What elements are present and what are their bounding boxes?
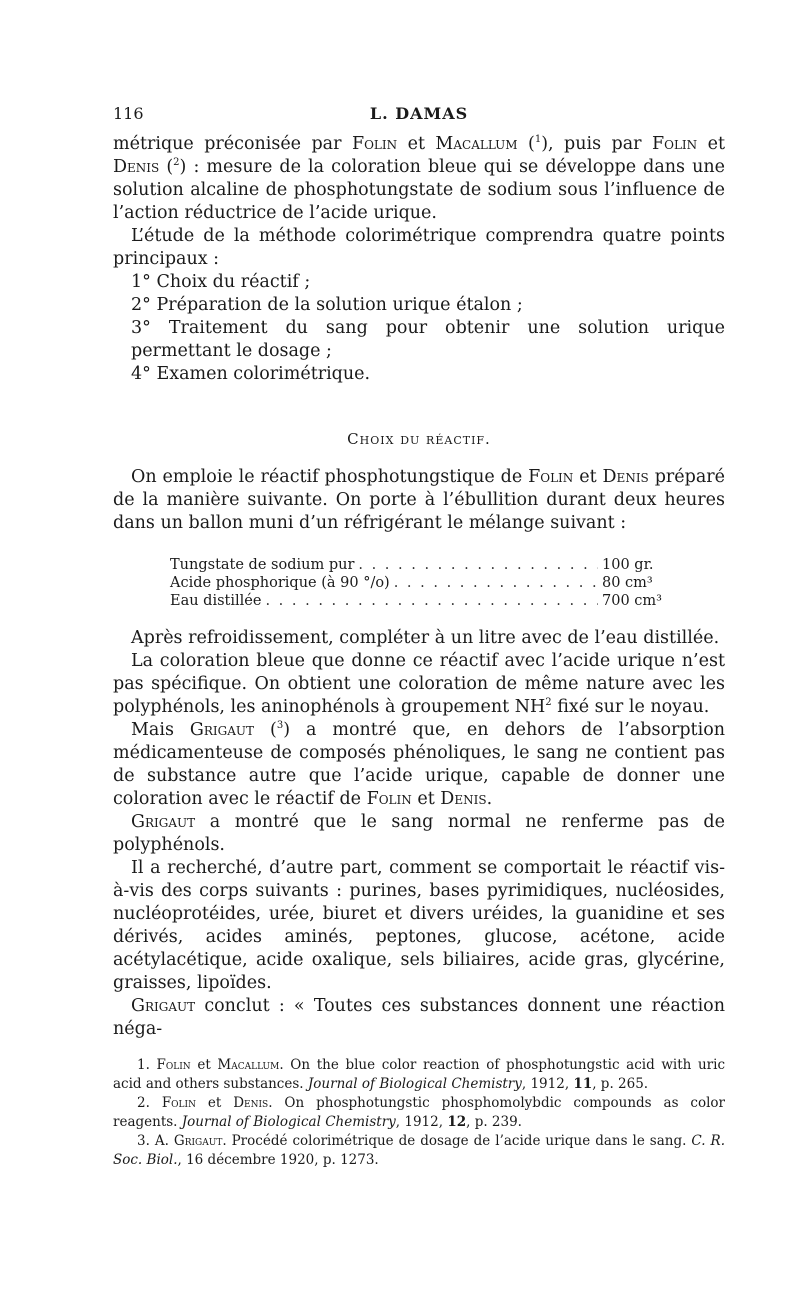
recipe-ingredient: Acide phosphorique (à 90 °/o) [170, 575, 390, 591]
footnote-2 [113, 1094, 725, 1132]
footnote-ref-1: 1 [534, 134, 542, 146]
author-denis: Denis [113, 157, 160, 177]
footnote-title: Procédé colorimétrique de dosage de l’acide urique dans le sang. [226, 1133, 692, 1149]
footnote-author: Denis. [233, 1095, 273, 1111]
p1-text-a: métrique préconisée par [113, 134, 352, 154]
running-head: L. DAMAS [369, 104, 469, 123]
paragraph-1 [113, 133, 725, 225]
p7-text-a: a montré que le sang normal ne renferme pas de polyphénols. [113, 812, 725, 855]
superscript-2: 2 [545, 697, 552, 709]
recipe-row [170, 556, 670, 574]
recipe-ingredient: Tungstate de sodium pur [170, 557, 355, 573]
paragraph-9 [113, 995, 725, 1041]
p1-text-d: ), puis par [541, 134, 652, 154]
footnote-author: Folin [161, 1095, 196, 1111]
paragraph-7 [113, 811, 725, 857]
list-item-2: 2° Préparation de la solution urique étalon ; [131, 295, 523, 315]
list-item-3: 3° Traitement du sang pour obtenir une solution urique permettant le dosage ; [131, 318, 725, 361]
main-text-upper [113, 133, 725, 386]
recipe-table [170, 556, 670, 610]
footnote-pages: , p. 265. [592, 1076, 649, 1092]
p5-text-b: fixé sur le noyau. [551, 697, 710, 717]
p1-text-f: ( [159, 157, 174, 177]
footnote-author: Macallum. [217, 1057, 284, 1073]
leader-dots [358, 556, 598, 574]
author-denis: Denis [440, 789, 487, 809]
footnote-volume: 12 [447, 1114, 467, 1130]
paragraph-8: Il a recherché, d’autre part, comment se comportait le réactif vis-à-vis des corps suivants : purines, bases pyrimidiques, nucléosides, nucléoprotéides, urée, biuret et divers uréides, la guanidine et ses dérivés, acides aminés, peptones, glucose, acétone, acide acétylacétique, acide oxalique, sels biliaires, acide gras, glycérine, graisses, lipoïdes. [113, 858, 725, 993]
p9-text-a: conclut : « Toutes ces substances donnent une réaction néga- [113, 996, 725, 1039]
footnote-title: On phosphotungstic phosphomolybdic compounds as color reagents. [113, 1095, 726, 1130]
recipe-ingredient: Eau distillée [170, 593, 262, 609]
paragraph-6 [113, 719, 725, 811]
author-folin: Folin [366, 789, 412, 809]
list-item-1: 1° Choix du réactif ; [131, 272, 311, 292]
p6-text-d: et [411, 789, 441, 809]
p1-text-c: ( [517, 134, 535, 154]
list-item-4: 4° Examen colorimétrique. [131, 364, 371, 384]
footnote-conjunction: et [195, 1095, 234, 1111]
footnotes [113, 1056, 725, 1170]
footnote-number: 3. [137, 1133, 150, 1149]
recipe-row [170, 574, 670, 592]
footnote-number: 1. [137, 1057, 150, 1073]
footnote-journal: Journal of Biological Chemistry [307, 1076, 522, 1092]
author-grigaut: Grigaut [131, 996, 196, 1016]
paragraph-2: L’étude de la méthode colorimétrique comprendra quatre points principaux : [113, 226, 725, 269]
footnote-volume: 11 [573, 1076, 593, 1092]
footnote-title: On the blue color reaction of phosphotungstic acid with uric acid and others substances. [113, 1057, 726, 1092]
main-text-lower [113, 627, 725, 1041]
recipe-row [170, 592, 670, 610]
footnote-pages: , 16 décembre 1920, p. 1273. [177, 1152, 379, 1168]
footnote-3 [113, 1132, 725, 1170]
page-number: 116 [113, 104, 144, 123]
p6-text-b: ( [254, 720, 277, 740]
footnote-author: Folin [156, 1057, 191, 1073]
main-text-middle [113, 466, 725, 535]
author-folin: Folin [351, 134, 398, 154]
footnote-ref-2: 2 [173, 157, 180, 169]
p3-text-c: préparé de la manière suivante. On porte à l’ébullition durant deux heures dans un ballon muni d’un réfrigérant le mélange suivant : [113, 467, 725, 533]
footnote-1 [113, 1056, 725, 1094]
footnote-journal: Journal of Biological Chemistry [181, 1114, 396, 1130]
leader-dots [394, 574, 598, 592]
author-folin: Folin [651, 134, 698, 154]
footnote-ref-3: 3 [276, 720, 284, 732]
footnote-journal: C. R. Soc. Biol. [113, 1133, 726, 1168]
p3-text-a: On emploie le réactif phosphotungstique de [131, 467, 529, 487]
footnote-year: , 1912, [521, 1076, 574, 1092]
p6-text-c: ) a montré que, en dehors de l’absorption médicamenteuse de composés phénoliques, le sang ne contient pas de substance autre que l’acide urique, capable de donner une coloration avec le réactif de [113, 720, 725, 809]
recipe-quantity: 80 cm³ [602, 575, 653, 591]
p6-text-a: Mais [131, 720, 190, 740]
paragraph-3 [113, 466, 725, 535]
author-macallum: Macallum [435, 134, 518, 154]
author-denis: Denis [602, 467, 649, 487]
leader-dots [265, 592, 598, 610]
paragraph-4: Après refroidissement, compléter à un litre avec de l’eau distillée. [131, 628, 720, 648]
footnote-number: 2. [137, 1095, 150, 1111]
author-folin: Folin [528, 467, 574, 487]
section-title: Choix du réactif. [347, 430, 491, 448]
p6-text-e: . [486, 789, 493, 809]
paragraph-5 [113, 650, 725, 719]
page-header [113, 104, 725, 126]
recipe-quantity: 100 gr. [602, 557, 654, 573]
footnote-author: A. Grigaut. [154, 1133, 227, 1149]
recipe-quantity: 700 cm³ [602, 593, 662, 609]
footnote-conjunction: et [190, 1057, 218, 1073]
author-grigaut: Grigaut [131, 812, 196, 832]
section-heading-block [113, 428, 725, 451]
p3-text-b: et [573, 467, 603, 487]
author-grigaut: Grigaut [189, 720, 255, 740]
p1-text-e: et [697, 134, 726, 154]
p1-text-g: ) : mesure de la coloration bleue qui se développe dans une solution alcaline de phosphotungstate de sodium sous l’influence de l’action réductrice de l’acide urique. [113, 157, 725, 223]
p5-text-a: La coloration bleue que donne ce réactif avec l’acide urique n’est pas spécifique. On obtient une coloration de même nature avec les polyphénols, les aninophénols à groupement NH [113, 651, 725, 717]
footnote-year: , 1912, [395, 1114, 448, 1130]
p1-text-b: et [397, 134, 436, 154]
footnote-pages: , p. 239. [466, 1114, 522, 1130]
